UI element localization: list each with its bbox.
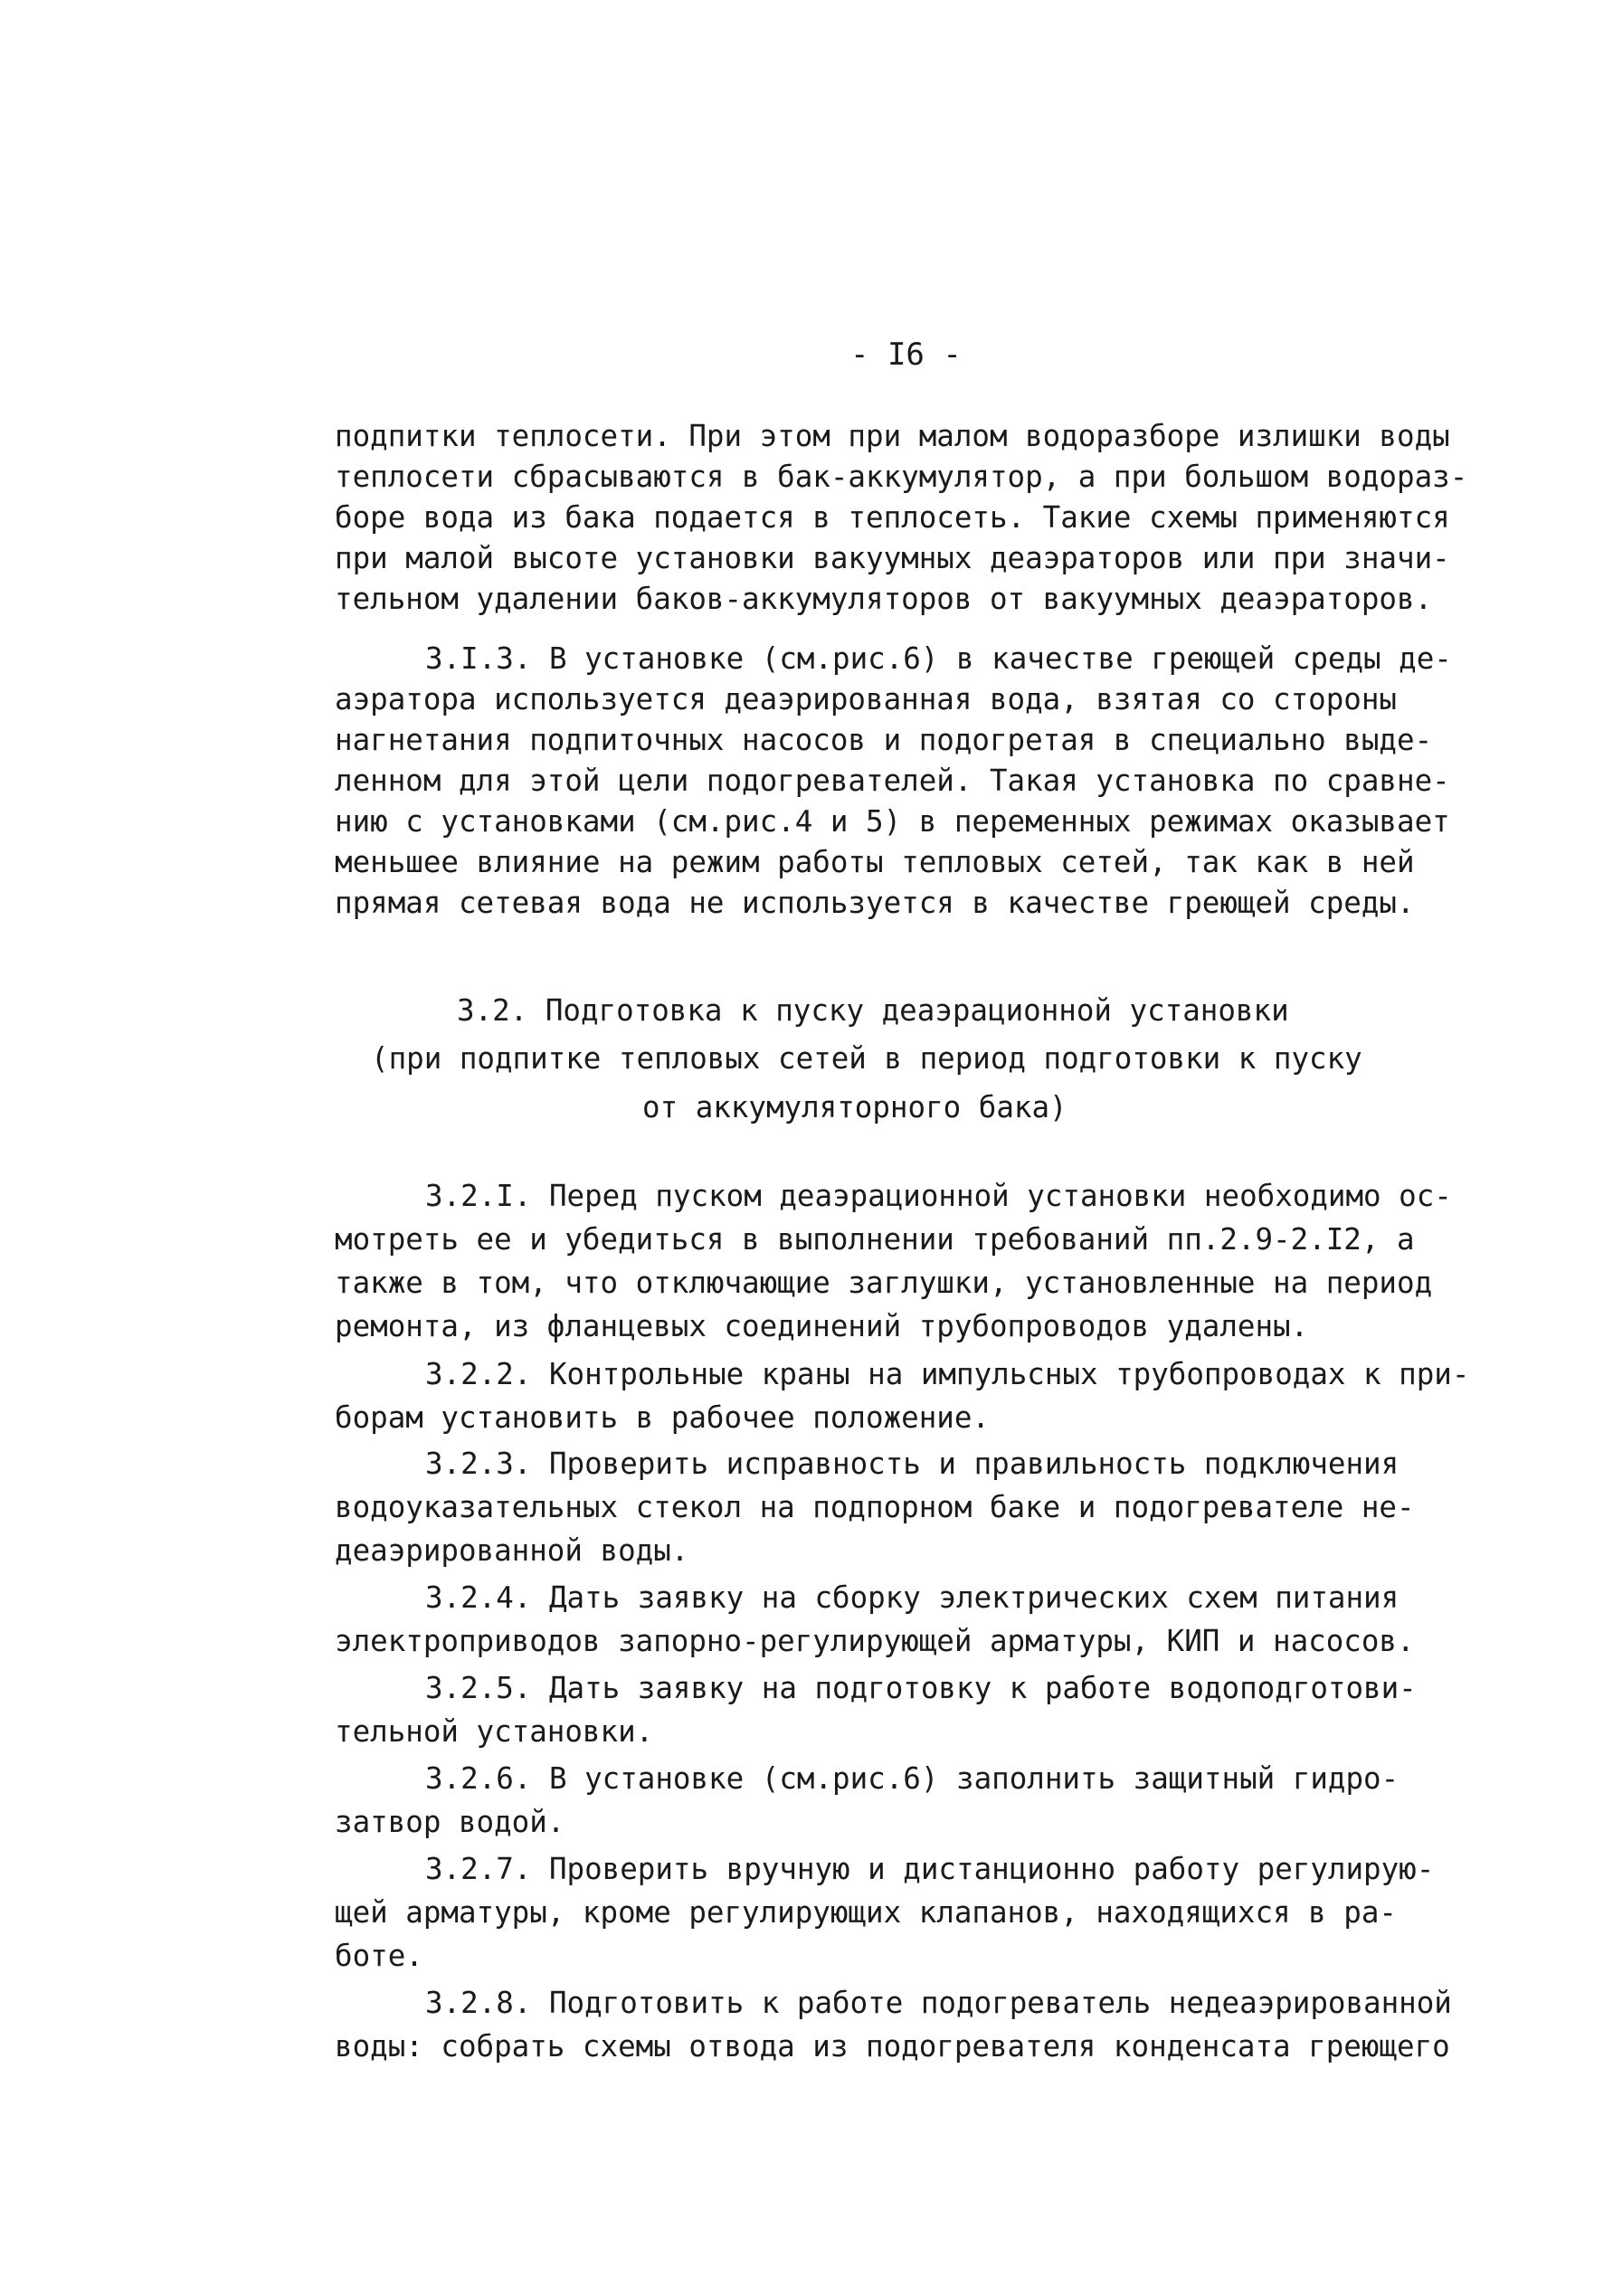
item-line: также в том, что отключающие заглушки, установленные на период bbox=[335, 1266, 1433, 1300]
section-heading-line: от аккумуляторного бака) bbox=[642, 1090, 1067, 1124]
item-line: 3.2.2. Контрольные краны на импульсных трубопроводах к при- bbox=[425, 1357, 1470, 1391]
item-line: электроприводов запорно-регулирующей арматуры, КИП и насосов. bbox=[335, 1624, 1415, 1658]
item-line: боте. bbox=[335, 1939, 423, 1973]
paragraph-line: боре вода из бака подается в теплосеть. Такие схемы применяются bbox=[335, 500, 1450, 535]
paragraph-line: 3.I.3. В установке (см.рис.6) в качестве греющей среды де- bbox=[425, 641, 1452, 676]
item-line: деаэрированной воды. bbox=[335, 1533, 689, 1568]
paragraph-line: прямая сетевая вода не используется в качестве греющей среды. bbox=[335, 886, 1415, 920]
paragraph-line: теплосети сбрасываются в бак-аккумулятор, а при большом водораз- bbox=[335, 460, 1468, 494]
paragraph-line: аэратора используется деаэрированная вода, взятая со стороны bbox=[335, 682, 1397, 716]
paragraph-line: тельном удалении баков-аккумуляторов от вакуумных деаэраторов. bbox=[335, 582, 1433, 616]
item-line: 3.2.7. Проверить вручную и дистанционно работу регулирую- bbox=[425, 1852, 1435, 1886]
section-heading-line: 3.2. Подготовка к пуску деаэрационной установки bbox=[457, 993, 1289, 1028]
item-line: 3.2.5. Дать заявку на подготовку к работе водоподготови- bbox=[425, 1671, 1417, 1705]
item-line: воды: собрать схемы отвода из подогревателя конденсата греющего bbox=[335, 2029, 1450, 2064]
item-line: 3.2.8. Подготовить к работе подогреватель недеаэрированной bbox=[425, 1986, 1452, 2020]
item-line: 3.2.6. В установке (см.рис.6) заполнить защитный гидро- bbox=[425, 1761, 1400, 1796]
paragraph-line: нагнетания подпиточных насосов и подогретая в специально выде- bbox=[335, 723, 1433, 757]
item-line: 3.2.4. Дать заявку на сборку электрических схем питания bbox=[425, 1580, 1400, 1615]
paragraph-line: меньшее влияние на режим работы тепловых сетей, так как в ней bbox=[335, 845, 1415, 879]
section-heading-line: (при подпитке тепловых сетей в период подготовки к пуску bbox=[371, 1041, 1362, 1076]
item-line: 3.2.3. Проверить исправность и правильность подключения bbox=[425, 1447, 1400, 1481]
item-line: затвор водой. bbox=[335, 1805, 565, 1839]
item-line: водоуказательных стекол на подпорном баке и подогревателе не- bbox=[335, 1490, 1415, 1524]
item-line: тельной установки. bbox=[335, 1714, 654, 1749]
paragraph-line: нию с установками (см.рис.4 и 5) в переменных режимах оказывает bbox=[335, 804, 1450, 839]
item-line: борам установить в рабочее положение. bbox=[335, 1400, 990, 1435]
item-line: ремонта, из фланцевых соединений трубопроводов удалены. bbox=[335, 1309, 1309, 1343]
page-number: - I6 - bbox=[850, 337, 962, 373]
item-line: мотреть ее и убедиться в выполнении требований пп.2.9-2.I2, а bbox=[335, 1222, 1415, 1257]
item-line: щей арматуры, кроме регулирующих клапанов, находящихся в ра- bbox=[335, 1895, 1397, 1930]
item-line: 3.2.I. Перед пуском деаэрационной установки необходимо ос- bbox=[425, 1179, 1452, 1213]
paragraph-line: ленном для этой цели подогревателей. Такая установка по сравне- bbox=[335, 764, 1450, 798]
paragraph-line: при малой высоте установки вакуумных деаэраторов или при значи- bbox=[335, 541, 1450, 575]
paragraph-line: подпитки теплосети. При этом при малом водоразборе излишки воды bbox=[335, 419, 1450, 453]
